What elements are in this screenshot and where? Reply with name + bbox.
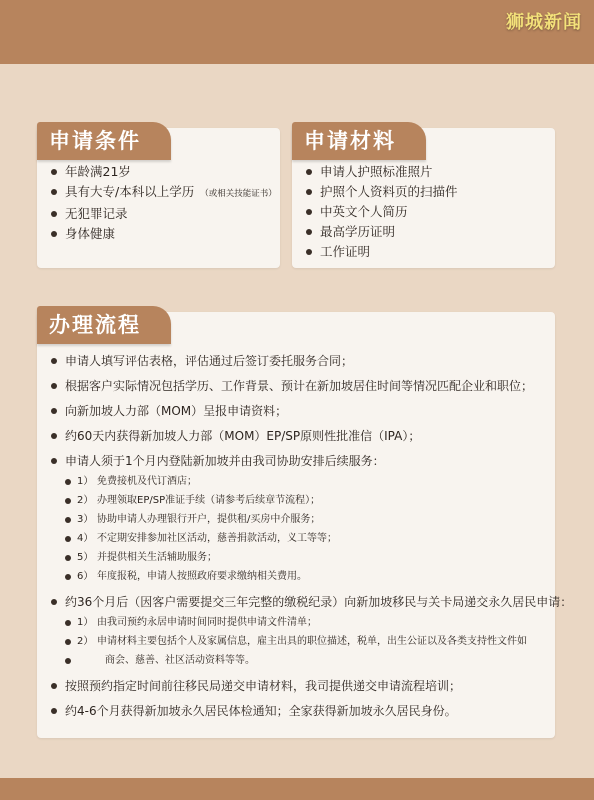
process-step: 向新加坡人力部（MOM）呈报申请资料； [51,402,572,420]
process-panel [37,312,573,738]
substep: 1） 免费接机及代订酒店； [65,472,572,491]
list-item: 工作证明 [306,242,458,262]
process-title: 办理流程 [37,306,171,344]
substep: 2） 办理领取EP/SP准证手续（请参考后续章节流程）； [65,491,572,510]
list-item: 护照个人资料页的扫描件 [306,182,458,202]
list-item: 中英文个人简历 [306,202,458,222]
requirements-list [51,162,277,244]
process-list [51,352,572,727]
process-substeps [65,472,572,586]
process-step: 约36个月后（因客户需要提交三年完整的缴税纪录）向新加坡移民与关卡局递交永久居民申请： 1） 由我司预约永居申请时间同时提供申请文件清单； 2） 申请材料主要包括个人及家属信息，雇主出具的职位描述，税单，出生公证以及各类支持性文件如 商会、慈善、社区活动资料等等。 [51,593,572,670]
list-item: 年龄满21岁 [51,162,277,182]
list-item: 申请人护照标准照片 [306,162,458,182]
process-substeps [65,613,572,670]
header-banner [0,0,594,64]
requirement-note: （或相关技能证书） [200,189,277,199]
requirements-panel [37,128,280,268]
process-step: 根据客户实际情况包括学历、工作背景、预计在新加坡居住时间等情况匹配企业和职位； [51,377,572,395]
list-item: 具有大专/本科以上学历 （或相关技能证书） [51,182,277,204]
list-item: 身体健康 [51,224,277,244]
substep: 3） 协助申请人办理银行开户，提供租/买房中介服务； [65,510,572,529]
materials-title: 申请材料 [292,122,426,160]
process-step: 按照预约指定时间前往移民局递交申请材料，我司提供递交申请流程培训； [51,677,572,695]
substep-continuation: 商会、慈善、社区活动资料等等。 [65,651,572,670]
materials-list [306,162,458,262]
process-step: 约4-6个月获得新加坡永久居民体检通知；全家获得新加坡永久居民身份。 [51,702,572,720]
substep: 2） 申请材料主要包括个人及家属信息，雇主出具的职位描述，税单，出生公证以及各类支持性文件如 [65,632,572,651]
watermark-logo: 狮城新闻 [506,12,582,33]
process-step: 申请人填写评估表格，评估通过后签订委托服务合同； [51,352,572,370]
footer-banner [0,778,594,800]
substep: 6） 年度报税，申请人按照政府要求缴纳相关费用。 [65,567,572,586]
substep: 5） 并提供相关生活辅助服务； [65,548,572,567]
substep: 1） 由我司预约永居申请时间同时提供申请文件清单； [65,613,572,632]
materials-panel [292,128,555,268]
requirements-title: 申请条件 [37,122,171,160]
substep: 4） 不定期安排参加社区活动，慈善捐款活动，义工等等； [65,529,572,548]
process-step: 约60天内获得新加坡人力部（MOM）EP/SP原则性批准信（IPA）； [51,427,572,445]
process-step: 申请人须于1个月内登陆新加坡并由我司协助安排后续服务： 1） 免费接机及代订酒店； 2） 办理领取EP/SP准证手续（请参考后续章节流程）； 3） 协助申请人办理银行开户，提供租/买房中介服务； 4） 不定期安排参加社区活动，慈善捐款活动，义工等等； 5） 并提供相关生活辅助服务； 6） 年度报税，申请人按照政府要求缴纳相关费用。 [51,452,572,586]
list-item: 最高学历证明 [306,222,458,242]
list-item: 无犯罪记录 [51,204,277,224]
